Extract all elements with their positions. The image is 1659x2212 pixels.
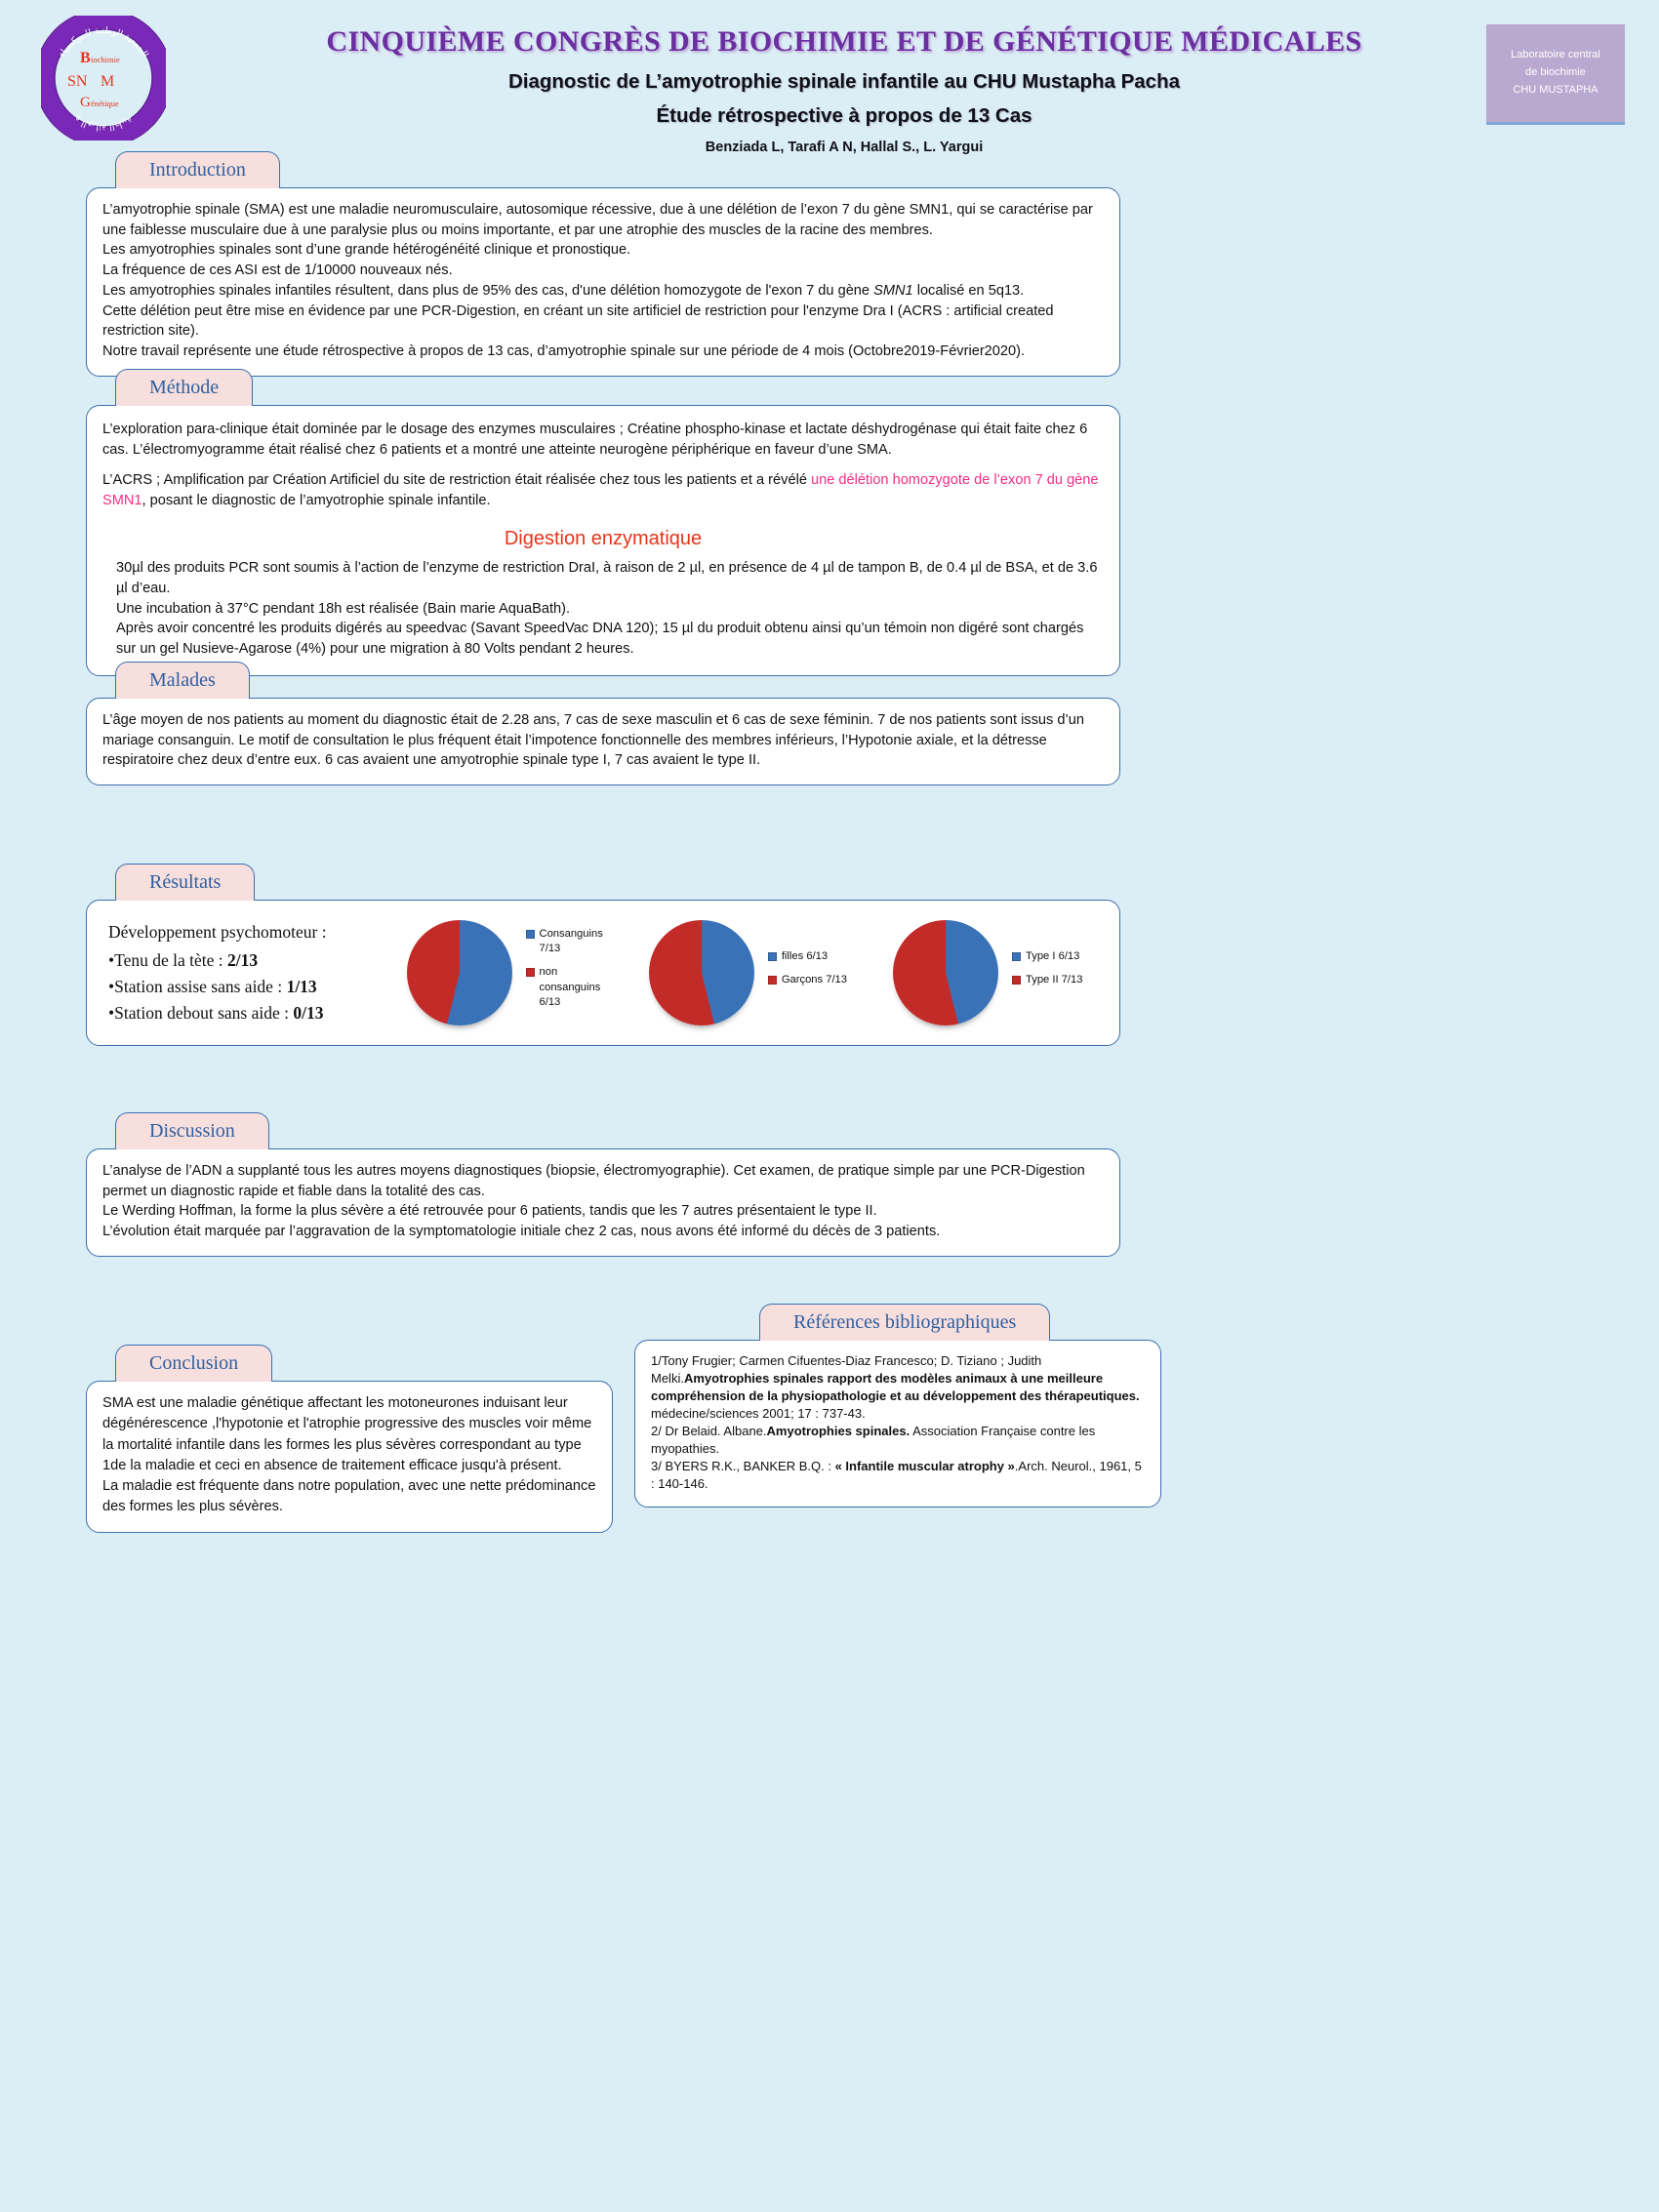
dev-item-1-value: 2/13 [227, 949, 259, 970]
legend-label: non consanguins 6/13 [539, 966, 601, 1008]
intro-paragraph-2: Les amyotrophies spinales sont d’une grande hétérogénéité clinique et pronostique. [102, 242, 631, 259]
ref2-authors: 2/ Dr Belaid. Albane. [651, 1423, 767, 1438]
legend-label: Type II 7/13 [1026, 974, 1083, 985]
pie-chart-unit [649, 920, 847, 1026]
pie-chart [407, 920, 512, 1026]
section-introduction [86, 151, 1120, 378]
ref1-title: Amyotrophies spinales rapport des modèles animaux à une meilleure compréhension de la physiopathologie et au développement des thérapeutiques. [651, 1370, 1140, 1403]
ref2-title: Amyotrophies spinales. [766, 1423, 910, 1438]
dev-item-3-value: 0/13 [293, 1003, 324, 1024]
pie-chart-unit [407, 920, 603, 1026]
dev-item-2-value: 1/13 [286, 977, 317, 996]
section-conclusion [86, 1345, 613, 1534]
pie-chart [649, 920, 754, 1026]
legend-label: filles 6/13 [781, 949, 829, 962]
discussion-paragraph-2: Le Werding Hoffman, la forme la plus sévère a été retrouvée pour 6 patients, tandis que les 7 autres présentaient le type II. [102, 1203, 877, 1220]
tab-conclusion: Conclusion [115, 1345, 272, 1382]
ref3-authors: 3/ BYERS R.K., BANKER B.Q. : [651, 1458, 835, 1473]
subheading-digestion-enzymatique: Digestion enzymatique [504, 527, 703, 549]
legend-swatch-icon [1012, 976, 1021, 985]
reference-item-1 [651, 1352, 1145, 1423]
panel-introduction [86, 187, 1120, 377]
svg-text:M: M [101, 73, 115, 90]
reference-item-3 [651, 1458, 1145, 1493]
legend-label: Consanguins 7/13 [539, 928, 603, 955]
pie-chart-legend [526, 927, 603, 1019]
ref3-title: « Infantile muscular atrophy » [834, 1458, 1015, 1473]
lab-line-1: Laboratoire central [1511, 49, 1600, 61]
conclusion-paragraph-2: La maladie est fréquente dans notre population, avec une nette prédominance des formes les plus sévères. [102, 1478, 596, 1515]
intro-paragraph-4 [102, 281, 1104, 302]
section-malades [86, 662, 1120, 786]
tab-references: Références bibliographiques [759, 1304, 1050, 1341]
section-discussion [86, 1112, 1120, 1258]
intro-paragraph-1: L’amyotrophie spinale (SMA) est une maladie neuromusculaire, autosomique récessive, due à une délétion de l’exon 7 du gène SMN1, qui se caractérise par une faiblesse musculaire due à une paralysie plus ou moins importante, et par une atrophie des muscles de la racine des membres. [102, 202, 1093, 238]
legend-swatch-icon [768, 952, 777, 961]
methode-p2-part-a: L’ACRS ; Amplification par Création Artificiel du site de restriction était réalisée chez tous les patients et a révélé [102, 472, 811, 489]
pie-charts-row [384, 920, 1106, 1026]
pie-chart-legend [768, 949, 847, 996]
svg-text:G: G [80, 95, 91, 110]
tab-discussion: Discussion [115, 1112, 269, 1149]
panel-methode [86, 405, 1120, 676]
legend-swatch-icon [1012, 952, 1021, 961]
intro-paragraph-5: Cette délétion peut être mise en évidence par une PCR-Digestion, en créant un site artificiel de restriction pour l'enzyme Dra I (ACRS : artificial created restriction site). [102, 302, 1054, 340]
svg-text:énétique: énétique [91, 99, 119, 108]
intro-p4-part-b: localisé en 5q13. [912, 282, 1025, 299]
intro-paragraph-6: Notre travail représente une étude rétrospective à propos de 13 cas, d’amyotrophie spinale sur une période de 4 mois (Octobre2019-Février2020). [102, 343, 1026, 360]
malades-paragraph-1: L’âge moyen de nos patients au moment du diagnostic était de 2.28 ans, 7 cas de sexe masculin et 6 cas de sexe féminin. 7 de nos patients sont issus d’un mariage consanguin. Le motif de consultation le plus fréquent était l’impotence fonctionnelle des membres inférieurs, l’Hypotonie axiale, et la détresse respiratoire chez deux d’entre eux. 6 cas avaient une amyotrophie spinale type I, 7 cas avaient le type II. [102, 712, 1084, 769]
dev-item-2 [108, 974, 384, 1000]
methode-paragraph-4: Une incubation à 37°C pendant 18h est réalisée (Bain marie AquaBath). [116, 600, 571, 617]
ref1-source: médecine/sciences 2001; 17 : 737-43. [651, 1405, 866, 1421]
panel-conclusion [86, 1381, 613, 1533]
snbgm-logo [41, 16, 166, 141]
lab-line-3: CHU MUSTAPHA [1513, 83, 1598, 96]
legend-swatch-icon [526, 968, 535, 977]
panel-discussion [86, 1148, 1120, 1257]
svg-text:iochimie: iochimie [91, 55, 120, 64]
congress-title: CINQUIÈME CONGRÈS DE BIOCHIMIE ET DE GÉNÉTIQUE MÉDICALES [326, 25, 1362, 58]
legend-entry [526, 965, 603, 1009]
dev-item-2-label: •Station assise sans aide : [108, 977, 287, 996]
legend-entry [1012, 973, 1082, 987]
dev-item-1 [108, 947, 384, 974]
tab-resultats: Résultats [115, 864, 255, 901]
gene-name-smn1: SMN1 [873, 282, 913, 299]
poster-title: Diagnostic de L’amyotrophie spinale infantile au CHU Mustapha Pacha [507, 69, 1181, 93]
laboratory-affiliation-box [1486, 24, 1625, 125]
svg-text:و الوراثة الطبية: و الوراثة الطبية [72, 113, 135, 134]
panel-resultats [86, 900, 1120, 1046]
authors-line: Benziada L, Tarafi A N, Hallal S., L. Yargui [705, 139, 984, 155]
discussion-paragraph-3: L’évolution était marquée par l’aggravation de la symptomatologie initiale chez 2 cas, nous avons été informé du décès de 3 patients. [102, 1224, 941, 1240]
poster-subtitle: Étude rétrospective à propos de 13 Cas [656, 103, 1032, 127]
ref1-authors: 1/Tony Frugier; Carmen Cifuentes-Diaz Francesco; D. Tiziano ; Judith Melki. [651, 1353, 1042, 1386]
tab-methode: Méthode [115, 369, 253, 406]
reference-item-2 [651, 1423, 1145, 1458]
panel-references [634, 1340, 1161, 1508]
methode-paragraph-1: L’exploration para-clinique était dominée par le dosage des enzymes musculaires ; Créatine phospho-kinase et lactate déshydrogénase qui était faite chez 6 cas. L’électromyogramme était réalisé chez 6 patients et a montré une atteinte neurogène périphérique en faveur d’une SMA. [102, 422, 1088, 458]
legend-entry [768, 949, 847, 964]
svg-text:الجمعية الوطنية للبيوكيمياء: الجمعية الوطنية للبيوكيمياء [56, 24, 151, 60]
legend-entry [768, 973, 847, 987]
legend-entry [526, 927, 603, 956]
section-resultats [86, 864, 1120, 1047]
ref3-source: .Arch. Neurol., 1961, 5 : 140-146. [651, 1458, 1142, 1491]
ref2-source: Association Française contre les myopathies. [651, 1423, 1096, 1456]
discussion-paragraph-1: L’analyse de l’ADN a supplanté tous les autres moyens diagnostiques (biopsie, électromyographie). Cet examen, de pratique simple par une PCR-Digestion permet un diagnostic rapide et fiable dans la totalité des cas. [102, 1163, 1085, 1199]
conclusion-paragraph-1: SMA est une maladie génétique affectant les motoneurones induisant leur dégénérescence ,l'hypotonie et l'atrophie progressive des muscles voir même la mortalité infantile dans les formes les plus sévères correspondant au type 1de la maladie et ceci en absence de traitement efficace jusqu'à présent. [102, 1395, 592, 1473]
title-block [244, 25, 1444, 155]
dev-item-1-label: •Tenu de la tète : [108, 949, 228, 970]
methode-paragraph-3: 30µl des produits PCR sont soumis à l’action de l’enzyme de restriction DraI, à raison de 2 µl, en présence de 4 µl de tampon B, de 0.4 µl de BSA, et de 3.6 µl d’eau. [116, 560, 1098, 596]
legend-label: Garçons 7/13 [781, 974, 847, 985]
section-references [634, 1304, 1161, 1508]
dev-title: Développement psychomoteur : [108, 921, 327, 942]
intro-p4-part-a: Les amyotrophies spinales infantiles résultent, dans plus de 95% des cas, d'une délétion homozygote de l'exon 7 du gène [102, 282, 874, 299]
pie-chart-legend [1012, 949, 1082, 996]
legend-entry [1012, 949, 1082, 964]
panel-malades [86, 698, 1120, 785]
psychomotor-development-list [101, 919, 384, 1027]
pie-chart-unit [893, 920, 1082, 1026]
svg-text:SN: SN [67, 73, 88, 90]
legend-swatch-icon [768, 976, 777, 985]
dev-item-3-label: •Station debout sans aide : [108, 1003, 294, 1024]
tab-malades: Malades [115, 662, 250, 699]
legend-label: Type I 6/13 [1026, 949, 1080, 962]
lab-line-2: de biochimie [1525, 66, 1586, 79]
methode-p2-part-b: , posant le diagnostic de l’amyotrophie spinale infantile. [142, 493, 491, 509]
methode-paragraph-5: Après avoir concentré les produits digérés au speedvac (Savant SpeedVac DNA 120); 15 µl du produit obtenu ainsi qu’un témoin non digéré sont chargés sur un gel Nusieve-Agarose (4%) pour une migration à 80 Volts pendant 2 heures. [116, 621, 1084, 658]
svg-text:B: B [80, 50, 91, 66]
logo-graphic [41, 16, 166, 141]
dev-item-3 [108, 1000, 384, 1026]
section-methode [86, 369, 1120, 677]
methode-paragraph-2 [102, 470, 1104, 510]
intro-paragraph-3: La fréquence de ces ASI est de 1/10000 nouveaux nés. [102, 262, 453, 279]
tab-introduction: Introduction [115, 151, 280, 188]
legend-swatch-icon [526, 930, 535, 939]
pie-chart [893, 920, 998, 1026]
highlighted-finding: une délétion homozygote de l’exon 7 du gène SMN1 [102, 472, 1099, 509]
